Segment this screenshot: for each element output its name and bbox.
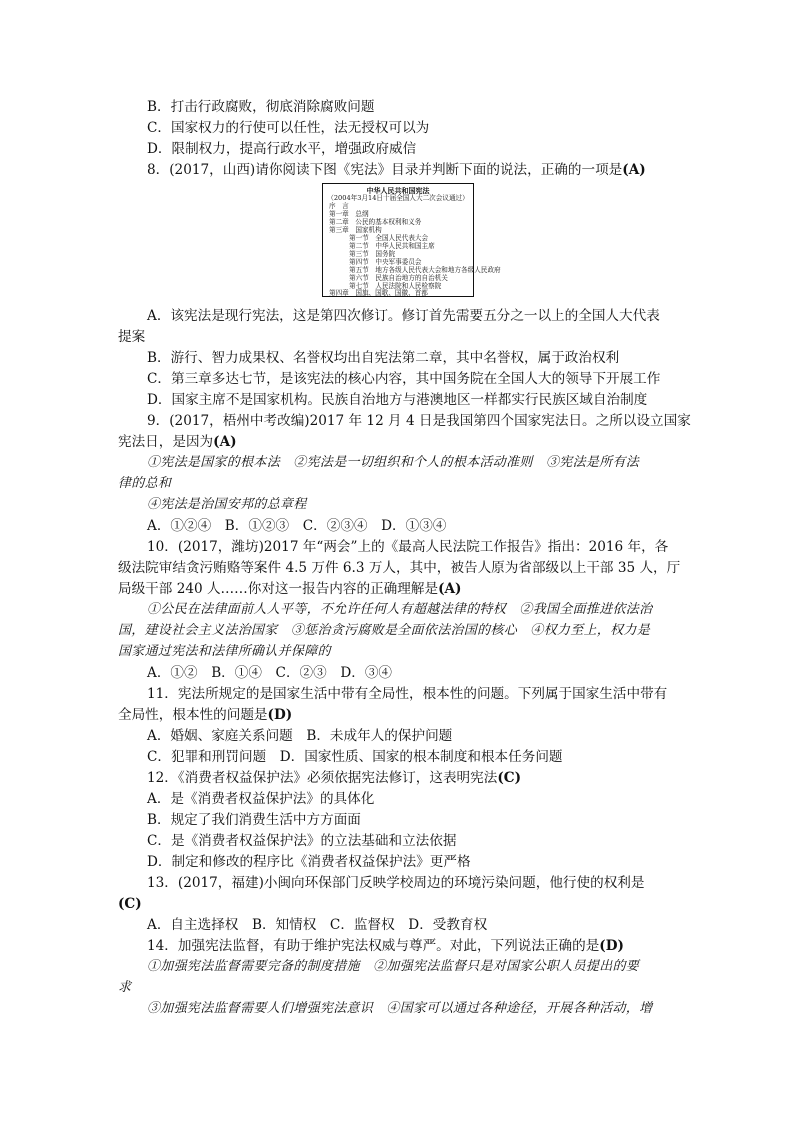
question-9-cont — [118, 432, 237, 452]
answer-mark: (D) — [599, 938, 624, 954]
statement-line: ①公民在法律面前人人平等，不允许任何人有超越法律的特权 ②我国全面推进依法治 — [147, 602, 653, 617]
option-line: C．是《消费者权益保护法》的立法基础和立法依据 — [147, 833, 457, 849]
options-line: A．自主选择权 B．知情权 C．监督权 D．受教育权 — [147, 917, 488, 933]
question-10-cont — [118, 579, 461, 599]
toc-row: 第四节 中央军事委员会 — [349, 258, 422, 266]
answer-mark: (C) — [118, 896, 142, 912]
question-8 — [147, 160, 646, 180]
option-line: A．是《消费者权益保护法》的具体化 — [147, 791, 375, 807]
answer-mark: (D) — [267, 707, 293, 723]
statement-line: 律的总和 — [118, 476, 172, 491]
option-line: D．制定和修改的程序比《消费者权益保护法》更严格 — [147, 854, 471, 870]
question-14 — [147, 936, 624, 956]
question-12 — [147, 768, 521, 788]
answer-mark: (A) — [438, 581, 462, 597]
option-line: C．国家权力的行使可以任性，法无授权可以为 — [147, 120, 430, 136]
toc-row: 第二节 中华人民共和国主席 — [349, 242, 435, 250]
option-line: A．该宪法是现行宪法，这是第四次修订。修订首先需要五分之一以上的全国人大代表 — [147, 308, 660, 324]
option-line: D．限制权力，提高行政水平，增强政府威信 — [147, 141, 417, 157]
toc-subtitle: （2004年3月14日十届全国人大二次会议通过） — [327, 194, 469, 202]
question-11-cont — [118, 705, 292, 725]
toc-row: 第五节 地方各级人民代表大会和地方各级人民政府 — [349, 266, 501, 274]
question-9: 9．(2017，梧州中考改编)2017 年 12 月 4 日是我国第四个国家宪法日。之所以设立国家 — [147, 413, 691, 429]
toc-row: 第四章 国旗、国歌、国徽、首都 — [329, 289, 428, 297]
options-line: A．①② B．①④ C．②③ D．③④ — [147, 665, 393, 681]
toc-row: 第一节 全国人民代表大会 — [349, 234, 429, 242]
option-line: B．打击行政腐败，彻底消除腐败问题 — [147, 99, 375, 115]
question-11: 11．宪法所规定的是国家生活中带有全局性，根本性的问题。下列属于国家生活中带有 — [147, 686, 668, 702]
question-10: 10．(2017，潍坊)2017 年“两会”上的《最高人民法院工作报告》指出：2016 年，各 — [147, 539, 669, 555]
question-text: 局级干部 240 人……你对这一报告内容的正确理解是 — [118, 581, 439, 597]
answer-mark: (A) — [622, 162, 646, 178]
statement-line: ④宪法是治国安邦的总章程 — [147, 497, 307, 512]
toc-row: 第一章 总纲 — [329, 210, 369, 218]
option-line: C．第三章多达七节，是该宪法的核心内容，其中国务院在全国人大的领导下开展工作 — [147, 371, 661, 387]
toc-row: 第三章 国家机构 — [329, 226, 382, 234]
option-line: B．游行、智力成果权、名誉权均出自宪法第二章，其中名誉权，属于政治权利 — [147, 350, 620, 366]
statement-line: ①宪法是国家的根本法 ②宪法是一切组织和个人的根本活动准则 ③宪法是所有法 — [147, 455, 640, 470]
options-line: A．婚姻、家庭关系问题 B．未成年人的保护问题 — [147, 728, 453, 744]
toc-row: 第六节 民族自治地方的自治机关 — [349, 274, 448, 282]
toc-row: 第三节 国务院 — [349, 250, 396, 258]
answer-mark: (A) — [213, 434, 237, 450]
question-13: 13．(2017，福建)小闽向环保部门反映学校周边的环境污染问题，他行使的权利是 — [147, 875, 645, 891]
option-line: B．规定了我们消费生活中方方面面 — [147, 812, 361, 828]
toc-row: 第七节 人民法院和人民检察院 — [349, 282, 442, 290]
toc-title: 中华人民共和国宪法 — [366, 186, 430, 195]
question-text: 14．加强宪法监督，有助于维护宪法权威与尊严。对此，下列说法正确的是 — [147, 938, 600, 954]
options-line: C．犯罪和刑罚问题 D．国家性质、国家的根本制度和根本任务问题 — [147, 749, 563, 765]
constitution-contents-figure — [322, 183, 501, 297]
statement-line: 国，建设社会主义法治国家 ③惩治贪污腐败是全面依法治国的核心 ④权力至上，权力是 — [118, 623, 651, 638]
option-line: 提案 — [118, 329, 146, 345]
question-text: 8．(2017，山西)请你阅读下图《宪法》目录并判断下面的说法，正确的一项是 — [147, 162, 623, 178]
statement-line: 国家通过宪法和法律所确认并保障的 — [118, 644, 331, 659]
toc-row: 第二章 公民的基本权利和义务 — [329, 218, 422, 226]
statement-line: ③加强宪法监督需要人们增强宪法意识 ④国家可以通过各种途径，开展各种活动，增 — [147, 1001, 653, 1016]
toc-row: 序 言 — [329, 202, 349, 210]
statement-line: ①加强宪法监督需要完备的制度措施 ②加强宪法监督只是对国家公职人员提出的要 — [147, 959, 640, 974]
options-line: A．①②④ B．①②③ C．②③④ D．①③④ — [147, 518, 447, 534]
question-text: 12．《消费者权益保护法》必须依据宪法修订，这表明宪法 — [147, 770, 498, 786]
question-10-cont: 级法院审结贪污贿赂等案件 4.5 万件 6.3 万人，其中，被告人原为省部级以上干部 35 人，厅 — [118, 560, 681, 576]
answer-mark: (C) — [497, 770, 522, 786]
question-text: 全局性，根本性的问题是 — [118, 707, 268, 723]
statement-line: 求 — [118, 980, 132, 995]
option-line: D．国家主席不是国家机构。民族自治地方与港澳地区一样都实行民族区域自治制度 — [147, 392, 648, 408]
question-text: 宪法日，是因为 — [118, 434, 214, 450]
